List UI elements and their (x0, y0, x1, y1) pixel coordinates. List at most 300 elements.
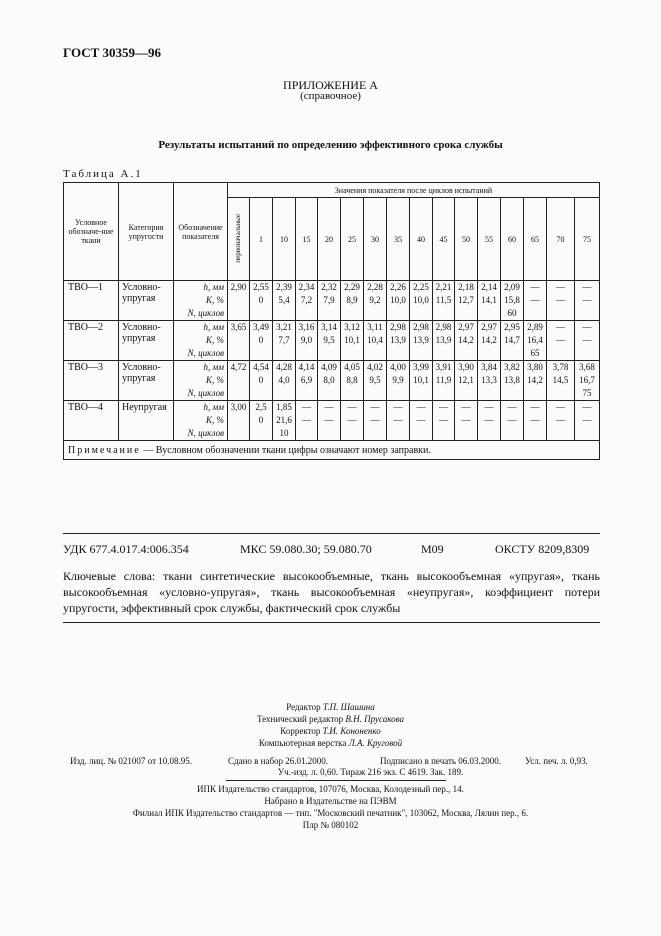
value-n (364, 347, 386, 360)
category-line: Условно- (122, 322, 161, 333)
print-license: Изд. лиц. № 021007 от 10.08.95. (70, 756, 192, 766)
header-cycle: 55 (478, 198, 501, 281)
value-cell (318, 321, 341, 361)
value-k: 10,4 (367, 335, 383, 345)
appendix-subtitle: (справочное) (300, 90, 361, 102)
value-h: 4,09 (321, 362, 337, 372)
category-line: Условно- (122, 362, 161, 373)
category-line: упругая (122, 293, 156, 304)
value-h: — (530, 402, 540, 412)
value-k (228, 414, 249, 427)
value-n (547, 307, 574, 320)
value-cell (501, 321, 524, 361)
value-h: 2,98 (390, 322, 406, 332)
value-h: 2,29 (344, 282, 360, 292)
header-cycle: 15 (296, 198, 318, 281)
value-k: 12,1 (458, 375, 474, 385)
indicator-label: K, % (206, 335, 224, 345)
value-h: 3,80 (527, 362, 543, 372)
value-k: 11,9 (435, 375, 452, 385)
value-k (228, 334, 249, 347)
elasticity-category (119, 321, 174, 361)
value-n (524, 307, 546, 320)
value-n (547, 427, 574, 440)
value-h: — (416, 402, 426, 412)
value-h: — (507, 402, 517, 412)
value-h: — (484, 402, 494, 412)
value-cell (575, 401, 600, 441)
value-cell (501, 281, 524, 321)
value-h: — (347, 402, 357, 412)
header-cycle: 65 (524, 198, 547, 281)
value-k: 10,1 (413, 375, 429, 385)
value-h: — (582, 322, 592, 332)
value-n (318, 427, 340, 440)
value-k: 9,2 (369, 295, 381, 305)
value-h: 3,21 (276, 322, 292, 332)
document-title: Результаты испытаний по определению эффективного срока службы (158, 139, 503, 151)
table-caption: Таблица А.1 (63, 168, 143, 180)
print-publisher: ИПК Издательство стандартов, 107076, Москва, Колодезный пер., 14. (197, 784, 464, 794)
keywords: Ключевые слова: ткани синтетические высокообъемные, ткань высокообъемная «упругая», ткань высокообъемная «условно-упругая», ткань высокообъемная «неупругая», коэффициент потери упругости, эффективный срок службы, фактический срок службы (63, 569, 600, 615)
table-note: Примечание — Вусловном обозначении ткани цифры означают номер заправки. (64, 441, 600, 460)
value-cell (501, 401, 524, 441)
value-h: 3,00 (230, 402, 247, 412)
header-cycle: 1 (250, 198, 273, 281)
value-n (273, 387, 295, 400)
value-n (524, 427, 546, 440)
value-cell (273, 281, 296, 321)
value-n (341, 427, 363, 440)
value-k (228, 374, 249, 387)
value-cell (478, 281, 501, 321)
value-h: 3,99 (413, 362, 429, 372)
value-h: 2,95 (504, 322, 520, 332)
value-n (433, 307, 454, 320)
value-h: 3,49 (253, 322, 269, 332)
value-n (501, 347, 523, 360)
value-h: 2,32 (321, 282, 337, 292)
value-h: 2,98 (435, 322, 452, 332)
value-cell (228, 361, 250, 401)
value-n: 10 (279, 428, 289, 438)
category-line: Условно- (122, 282, 161, 293)
value-k: — (439, 415, 448, 425)
value-h: 3,78 (552, 362, 569, 372)
header-category: Категория упругости (119, 183, 174, 281)
indicator-labels (174, 401, 228, 441)
value-cell (250, 361, 273, 401)
value-k: 7,7 (278, 335, 290, 345)
value-n (501, 387, 523, 400)
indicator-label: h, мм (203, 362, 224, 372)
value-h: 3,84 (481, 362, 497, 372)
document-header: ГОСТ 30359—96 (63, 45, 162, 60)
value-k: 16,4 (527, 335, 543, 345)
value-n (478, 307, 500, 320)
value-h: — (582, 282, 592, 292)
value-h: 4,02 (367, 362, 383, 372)
value-h: 3,16 (298, 322, 315, 332)
value-k: — (370, 415, 380, 425)
value-cell (478, 321, 501, 361)
credit-corrector: Корректор Т.И. Кононенко (280, 726, 381, 736)
value-h: 2,55 (253, 282, 269, 292)
value-n (364, 387, 386, 400)
value-cell (547, 361, 575, 401)
value-cell (364, 281, 387, 321)
value-h: — (439, 402, 448, 412)
value-k: 13,3 (481, 375, 497, 385)
table-row (64, 361, 600, 401)
value-n (478, 427, 500, 440)
value-n (250, 347, 272, 360)
value-k: 12,7 (458, 295, 474, 305)
value-cell (524, 281, 547, 321)
value-n (455, 307, 477, 320)
value-cell (524, 361, 547, 401)
value-k: 9,5 (323, 335, 335, 345)
value-k: 0 (258, 335, 264, 345)
indicator-label: h, мм (203, 282, 224, 292)
value-cell (296, 401, 318, 441)
value-h: 2,21 (435, 282, 452, 292)
group-code: М09 (421, 542, 444, 556)
print-sheets: Усл. печ. л. 0,93. (525, 756, 588, 766)
value-n (273, 307, 295, 320)
indicator-label: N, циклов (187, 428, 224, 438)
value-cell (296, 361, 318, 401)
value-cell (410, 361, 433, 401)
value-cell (273, 321, 296, 361)
value-cell (318, 361, 341, 401)
value-k: 0 (258, 295, 264, 305)
header-cycle: 10 (273, 198, 296, 281)
value-n (228, 427, 249, 440)
value-n (387, 347, 409, 360)
value-h: — (393, 402, 403, 412)
value-h: 4,14 (298, 362, 315, 372)
value-k: 8,9 (346, 295, 358, 305)
print-branch: Филиал ИПК Издательство стандартов — тип. "Московский печатник", 103062, Москва, Лялин пер., 6. (132, 808, 529, 818)
results-table (63, 182, 600, 460)
value-n (410, 387, 432, 400)
value-k: — (324, 415, 334, 425)
value-h: 2,98 (413, 322, 429, 332)
fabric-code: ТВО—4 (64, 401, 119, 441)
value-cell (455, 401, 478, 441)
value-n (410, 427, 432, 440)
value-k: — (530, 295, 540, 305)
value-cell (547, 321, 575, 361)
value-k: 10,0 (413, 295, 429, 305)
value-cell (250, 321, 273, 361)
value-cell (364, 401, 387, 441)
value-k: — (507, 415, 517, 425)
value-cell (273, 401, 296, 441)
value-k: 9,0 (300, 335, 313, 345)
value-h: 3,14 (321, 322, 337, 332)
value-h: 4,28 (276, 362, 292, 372)
value-n (318, 347, 340, 360)
value-k: 13,9 (435, 335, 452, 345)
value-n (410, 307, 432, 320)
udk-code: УДК 677.4.017.4:006.354 (63, 542, 189, 556)
value-n (364, 427, 386, 440)
value-k: — (530, 415, 540, 425)
value-n (228, 307, 249, 320)
print-rule (226, 780, 446, 781)
value-n (387, 427, 409, 440)
value-h: 2,90 (230, 282, 247, 292)
header-cycle: 35 (387, 198, 410, 281)
value-k: — (582, 415, 592, 425)
value-n: 60 (507, 308, 517, 318)
value-cell (433, 361, 455, 401)
value-n (410, 347, 432, 360)
table-row (64, 321, 600, 361)
value-n (455, 347, 477, 360)
table-row (64, 281, 600, 321)
value-n (296, 387, 317, 400)
header-cycle: 50 (455, 198, 478, 281)
value-cell (433, 321, 455, 361)
value-cell (228, 321, 250, 361)
value-k: — (461, 415, 471, 425)
value-cell (410, 401, 433, 441)
elasticity-category (119, 361, 174, 401)
value-k: — (556, 335, 565, 345)
value-n (455, 387, 477, 400)
value-k: 9,5 (369, 375, 381, 385)
value-n (575, 307, 599, 320)
value-h: — (556, 322, 565, 332)
value-n (228, 387, 249, 400)
value-n (547, 347, 574, 360)
value-n (318, 387, 340, 400)
value-k: 0 (258, 415, 264, 425)
value-k: 10,1 (344, 335, 360, 345)
value-n (433, 347, 454, 360)
value-k: 15,8 (504, 295, 520, 305)
value-k: — (347, 415, 357, 425)
indicator-label: h, мм (203, 402, 224, 412)
indicator-label: h, мм (203, 322, 224, 332)
value-cell (575, 321, 600, 361)
value-n (478, 387, 500, 400)
value-n (341, 347, 363, 360)
elasticity-category (119, 401, 174, 441)
value-n (296, 307, 317, 320)
value-cell (575, 281, 600, 321)
value-h: 2,97 (458, 322, 474, 332)
value-n (250, 387, 272, 400)
value-n (296, 347, 317, 360)
value-cell (455, 281, 478, 321)
value-h: 4,05 (344, 362, 360, 372)
value-n (455, 427, 477, 440)
print-run: Уч.-изд. л. 0,60. Тираж 216 экз. С 4619. Зак. 189. (277, 767, 464, 777)
value-n (524, 387, 546, 400)
value-h: — (370, 402, 380, 412)
value-k: — (302, 415, 311, 425)
indicator-label: N, циклов (187, 388, 224, 398)
value-k: 7,2 (300, 295, 313, 305)
value-k: — (393, 415, 403, 425)
fabric-code: ТВО—3 (64, 361, 119, 401)
table-row (64, 401, 600, 441)
value-k: 13,8 (504, 375, 520, 385)
value-k: — (582, 295, 592, 305)
value-cell (455, 321, 478, 361)
value-k: 0 (258, 375, 264, 385)
value-h: — (556, 282, 565, 292)
value-cell (478, 401, 501, 441)
value-n (228, 347, 249, 360)
value-k: 14,2 (481, 335, 497, 345)
value-h: 4,72 (230, 362, 247, 372)
results-table-wrapper (63, 182, 600, 457)
value-cell (318, 401, 341, 441)
value-n (387, 387, 409, 400)
value-cell (341, 401, 364, 441)
value-k: 5,4 (278, 295, 290, 305)
value-cell (387, 281, 410, 321)
header-cycle: 40 (410, 198, 433, 281)
value-n (364, 307, 386, 320)
indicator-labels (174, 361, 228, 401)
credit-layout: Компьютерная верстка Л.А. Круговой (258, 738, 403, 748)
header-cycle: 60 (501, 198, 524, 281)
value-cell (410, 321, 433, 361)
credit-tech-editor: Технический редактор В.Н. Прусакова (256, 714, 405, 724)
value-cell (341, 361, 364, 401)
value-k: 10,0 (390, 295, 406, 305)
value-n (250, 307, 272, 320)
value-h: 3,12 (344, 322, 360, 332)
value-h: 2,18 (458, 282, 474, 292)
value-k: 6,9 (300, 375, 313, 385)
header-cycle: 25 (341, 198, 364, 281)
value-k: 14,1 (481, 295, 497, 305)
value-cell (387, 401, 410, 441)
value-k (228, 294, 249, 307)
value-h: 3,68 (579, 362, 595, 372)
value-n (273, 347, 295, 360)
value-h: 4,54 (253, 362, 269, 372)
value-k: 13,9 (390, 335, 406, 345)
value-n (387, 307, 409, 320)
value-cell (455, 361, 478, 401)
fabric-code: ТВО—1 (64, 281, 119, 321)
indicator-label: N, циклов (187, 348, 224, 358)
value-h: 2,09 (504, 282, 520, 292)
value-cell (228, 281, 250, 321)
header-cycle: 20 (318, 198, 341, 281)
value-cell (364, 361, 387, 401)
value-h: 2,25 (413, 282, 429, 292)
value-cell (341, 321, 364, 361)
value-k: 14,2 (458, 335, 474, 345)
value-k: 11,5 (435, 295, 452, 305)
value-cell (410, 281, 433, 321)
mks-code: МКС 59.080.30; 59.080.70 (240, 542, 372, 556)
value-h: 4,00 (390, 362, 406, 372)
value-h: — (324, 402, 334, 412)
value-k: — (416, 415, 426, 425)
header-values-group: Значения показателя после циклов испытаний (228, 183, 600, 198)
value-cell (228, 401, 250, 441)
indicator-labels (174, 321, 228, 361)
value-h: 2,34 (298, 282, 315, 292)
value-k: 16,7 (579, 375, 595, 385)
value-cell (547, 401, 575, 441)
value-h: 2,89 (527, 322, 543, 332)
value-cell (296, 321, 318, 361)
value-h: — (556, 402, 565, 412)
indicator-labels (174, 281, 228, 321)
indicator-label: K, % (206, 375, 224, 385)
value-k: 14,2 (527, 375, 543, 385)
value-cell (250, 401, 273, 441)
value-cell (547, 281, 575, 321)
value-k: 7,9 (323, 295, 335, 305)
category-line: упругая (122, 373, 156, 384)
value-k: 9,9 (392, 375, 404, 385)
value-n (575, 427, 599, 440)
value-k: — (556, 295, 565, 305)
value-h: 2,39 (276, 282, 292, 292)
value-cell (575, 361, 600, 401)
value-cell (387, 361, 410, 401)
value-k: 21,6 (276, 415, 292, 425)
value-h: — (530, 282, 540, 292)
value-cell (433, 281, 455, 321)
header-cycle: 75 (575, 198, 600, 281)
value-h: 1,85 (276, 402, 292, 412)
value-cell (364, 321, 387, 361)
value-cell (296, 281, 318, 321)
value-h: 2,14 (481, 282, 497, 292)
category-line: Неупругая (122, 402, 167, 413)
value-h: 2,5 (255, 402, 267, 412)
category-line: упругая (122, 333, 156, 344)
value-n: 75 (582, 388, 592, 398)
value-k: — (484, 415, 494, 425)
value-k: — (556, 415, 565, 425)
value-h: 3,82 (504, 362, 520, 372)
value-h: — (461, 402, 471, 412)
value-n (341, 387, 363, 400)
value-n (250, 427, 272, 440)
value-k: — (582, 335, 592, 345)
header-initial: первоначальные (228, 198, 250, 281)
value-cell (387, 321, 410, 361)
value-n (341, 307, 363, 320)
value-cell (318, 281, 341, 321)
value-n (318, 307, 340, 320)
value-cell (250, 281, 273, 321)
value-n (575, 347, 599, 360)
indicator-label: K, % (206, 295, 224, 305)
value-k: 14,7 (504, 335, 520, 345)
print-typeset-date: Сдано в набор 26.01.2000. (228, 756, 329, 766)
value-k: 14,5 (552, 375, 569, 385)
value-k: 8,8 (346, 375, 358, 385)
value-h: 3,90 (458, 362, 474, 372)
value-h: — (582, 402, 592, 412)
print-typeset: Набрано в Издательстве на ПЭВМ (264, 796, 397, 806)
